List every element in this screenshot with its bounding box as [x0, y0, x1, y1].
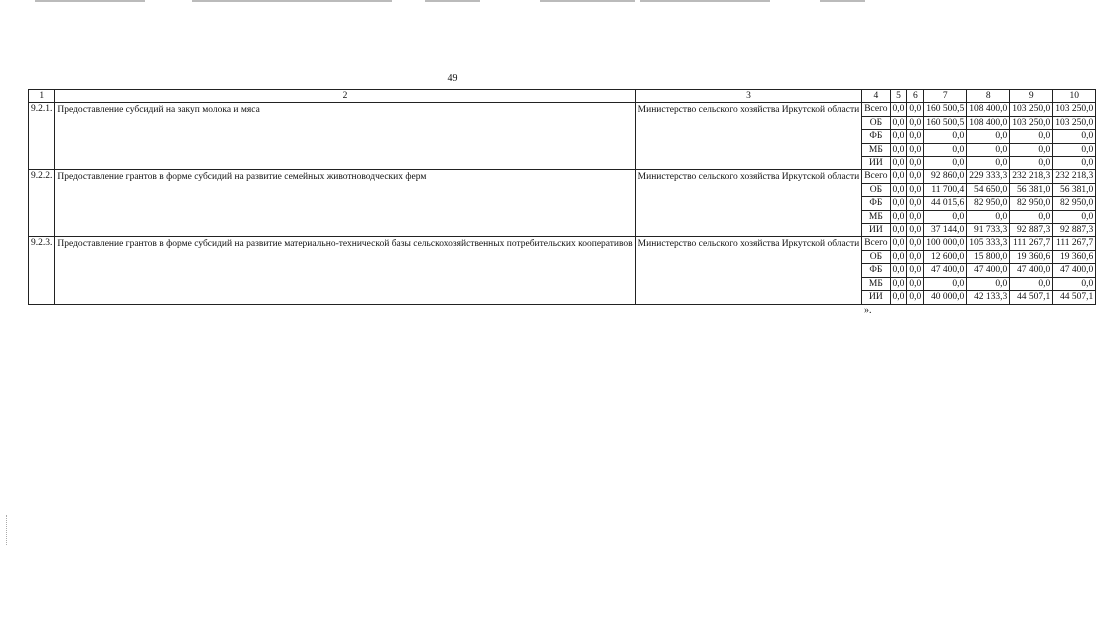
value-cell: 0,0 [924, 143, 967, 156]
value-cell: 92 860,0 [924, 170, 967, 183]
value-cell: 0,0 [890, 170, 907, 183]
value-cell: 103 250,0 [1010, 116, 1053, 129]
funding-source-cell: МБ [862, 143, 890, 156]
funding-source-cell: МБ [862, 277, 890, 290]
value-cell: 0,0 [907, 291, 924, 304]
column-header: 9 [1010, 90, 1053, 103]
funding-source-cell: МБ [862, 210, 890, 223]
value-cell: 108 400,0 [967, 116, 1010, 129]
value-cell: 44 507,1 [1053, 291, 1096, 304]
funding-source-cell: ОБ [862, 183, 890, 196]
value-cell: 12 600,0 [924, 250, 967, 263]
column-header: 1 [29, 90, 55, 103]
value-cell: 42 133,3 [967, 291, 1010, 304]
funding-source-cell: ФБ [862, 264, 890, 277]
value-cell: 0,0 [907, 277, 924, 290]
closing-quote-mark: ». [864, 305, 872, 316]
value-cell: 37 144,0 [924, 224, 967, 237]
column-header: 5 [890, 90, 907, 103]
item-description: Предоставление грантов в форме субсидий на развитие семейных животноводческих ферм [55, 170, 635, 237]
item-description: Предоставление грантов в форме субсидий на развитие материально-технической базы сельскохозяйственных потребительских кооперативов [55, 237, 635, 304]
value-cell: 0,0 [924, 157, 967, 170]
value-cell: 0,0 [1010, 210, 1053, 223]
page-number: 49 [447, 73, 458, 84]
table-header-row [29, 90, 1096, 103]
value-cell: 0,0 [890, 291, 907, 304]
value-cell: 82 950,0 [967, 197, 1010, 210]
value-cell: 0,0 [907, 197, 924, 210]
value-cell: 103 250,0 [1053, 116, 1096, 129]
table-row [29, 237, 1096, 250]
value-cell: 0,0 [967, 130, 1010, 143]
item-number: 9.2.1. [29, 103, 55, 170]
value-cell: 111 267,7 [1010, 237, 1053, 250]
value-cell: 0,0 [967, 143, 1010, 156]
value-cell: 0,0 [1053, 157, 1096, 170]
value-cell: 0,0 [907, 170, 924, 183]
value-cell: 0,0 [924, 130, 967, 143]
value-cell: 0,0 [890, 210, 907, 223]
funding-source-cell: ИИ [862, 157, 890, 170]
value-cell: 0,0 [907, 143, 924, 156]
value-cell: 0,0 [890, 237, 907, 250]
value-cell: 0,0 [924, 277, 967, 290]
value-cell: 0,0 [907, 183, 924, 196]
value-cell: 0,0 [890, 103, 907, 116]
budget-table [28, 89, 1096, 305]
value-cell: 92 887,3 [1053, 224, 1096, 237]
value-cell: 0,0 [907, 130, 924, 143]
value-cell: 44 015,6 [924, 197, 967, 210]
table-row [29, 103, 1096, 116]
value-cell: 0,0 [907, 264, 924, 277]
value-cell: 0,0 [907, 116, 924, 129]
value-cell: 0,0 [890, 157, 907, 170]
column-header: 6 [907, 90, 924, 103]
funding-source-cell: Всего [862, 170, 890, 183]
funding-source-cell: Всего [862, 103, 890, 116]
value-cell: 91 733,3 [967, 224, 1010, 237]
value-cell: 0,0 [967, 277, 1010, 290]
value-cell: 0,0 [1010, 157, 1053, 170]
funding-source-cell: ОБ [862, 250, 890, 263]
value-cell: 44 507,1 [1010, 291, 1053, 304]
value-cell: 0,0 [1053, 130, 1096, 143]
value-cell: 0,0 [890, 143, 907, 156]
value-cell: 0,0 [1010, 277, 1053, 290]
column-header: 8 [967, 90, 1010, 103]
column-header: 10 [1053, 90, 1096, 103]
column-header: 7 [924, 90, 967, 103]
value-cell: 232 218,3 [1053, 170, 1096, 183]
value-cell: 0,0 [890, 116, 907, 129]
value-cell: 54 650,0 [967, 183, 1010, 196]
item-number: 9.2.2. [29, 170, 55, 237]
value-cell: 111 267,7 [1053, 237, 1096, 250]
value-cell: 0,0 [907, 224, 924, 237]
value-cell: 0,0 [1053, 143, 1096, 156]
value-cell: 92 887,3 [1010, 224, 1053, 237]
item-organization: Министерство сельского хозяйства Иркутской области [635, 170, 862, 237]
funding-source-cell: ОБ [862, 116, 890, 129]
column-header: 2 [55, 90, 635, 103]
value-cell: 0,0 [907, 250, 924, 263]
value-cell: 0,0 [924, 210, 967, 223]
value-cell: 82 950,0 [1010, 197, 1053, 210]
value-cell: 0,0 [890, 130, 907, 143]
value-cell: 11 700,4 [924, 183, 967, 196]
value-cell: 0,0 [890, 277, 907, 290]
value-cell: 47 400,0 [1053, 264, 1096, 277]
value-cell: 47 400,0 [1010, 264, 1053, 277]
value-cell: 0,0 [967, 210, 1010, 223]
value-cell: 160 500,5 [924, 103, 967, 116]
value-cell: 15 800,0 [967, 250, 1010, 263]
value-cell: 0,0 [907, 103, 924, 116]
value-cell: 108 400,0 [967, 103, 1010, 116]
value-cell: 160 500,5 [924, 116, 967, 129]
value-cell: 0,0 [907, 210, 924, 223]
value-cell: 19 360,6 [1010, 250, 1053, 263]
funding-source-cell: ФБ [862, 197, 890, 210]
item-number: 9.2.3. [29, 237, 55, 304]
item-description: Предоставление субсидий на закуп молока и мяса [55, 103, 635, 170]
value-cell: 0,0 [1053, 210, 1096, 223]
value-cell: 103 250,0 [1053, 103, 1096, 116]
value-cell: 56 381,0 [1010, 183, 1053, 196]
value-cell: 103 250,0 [1010, 103, 1053, 116]
value-cell: 232 218,3 [1010, 170, 1053, 183]
value-cell: 0,0 [890, 197, 907, 210]
funding-source-cell: ИИ [862, 291, 890, 304]
value-cell: 0,0 [890, 264, 907, 277]
item-organization: Министерство сельского хозяйства Иркутской области [635, 237, 862, 304]
value-cell: 0,0 [1053, 277, 1096, 290]
column-header: 3 [635, 90, 862, 103]
funding-source-cell: Всего [862, 237, 890, 250]
value-cell: 47 400,0 [967, 264, 1010, 277]
value-cell: 56 381,0 [1053, 183, 1096, 196]
value-cell: 40 000,0 [924, 291, 967, 304]
value-cell: 100 000,0 [924, 237, 967, 250]
value-cell: 47 400,0 [924, 264, 967, 277]
margin-mark [6, 515, 8, 545]
column-header: 4 [862, 90, 890, 103]
value-cell: 0,0 [907, 237, 924, 250]
value-cell: 229 333,3 [967, 170, 1010, 183]
value-cell: 0,0 [907, 157, 924, 170]
funding-source-cell: ИИ [862, 224, 890, 237]
funding-source-cell: ФБ [862, 130, 890, 143]
item-organization: Министерство сельского хозяйства Иркутской области [635, 103, 862, 170]
value-cell: 82 950,0 [1053, 197, 1096, 210]
value-cell: 19 360,6 [1053, 250, 1096, 263]
value-cell: 0,0 [1010, 143, 1053, 156]
value-cell: 0,0 [890, 250, 907, 263]
value-cell: 0,0 [890, 224, 907, 237]
value-cell: 0,0 [890, 183, 907, 196]
value-cell: 0,0 [1010, 130, 1053, 143]
value-cell: 0,0 [967, 157, 1010, 170]
table-row [29, 170, 1096, 183]
value-cell: 105 333,3 [967, 237, 1010, 250]
